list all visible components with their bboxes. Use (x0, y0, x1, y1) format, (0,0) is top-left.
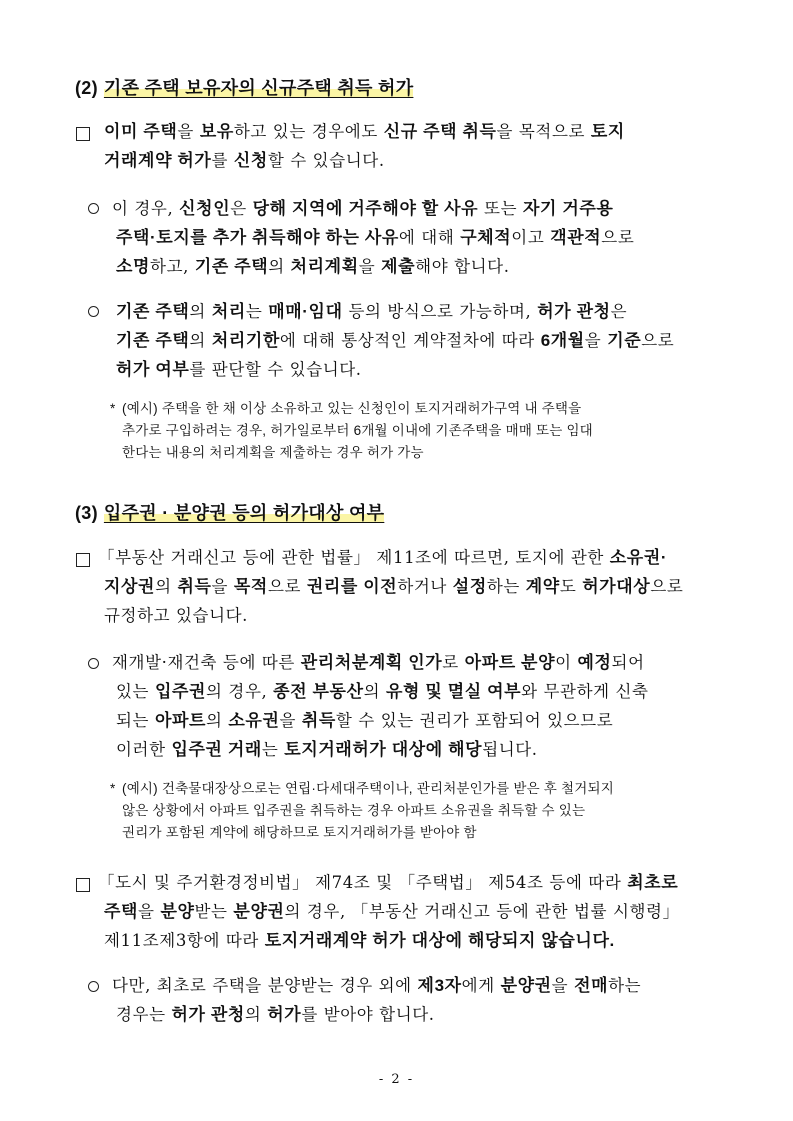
paragraph: 이미 주택을 보유하고 있는 경우에도 신규 주택 취득을 목적으로 토지 거래계약 허가를 신청할 수 있습니다. (104, 122, 625, 170)
section-2-heading (75, 74, 413, 100)
circle-bullet-icon (88, 658, 99, 669)
section-number: (2) (75, 78, 98, 98)
section-3-heading (75, 499, 384, 525)
paragraph: 다만, 최초로 주택을 분양받는 경우 외에 제3자에게 분양권을 전매하는 경우는 허가 관청의 허가를 받아야 합니다. (112, 976, 642, 1024)
square-bullet-icon (76, 127, 90, 141)
square-bullet-icon (76, 878, 90, 892)
circle-bullet-icon (88, 306, 99, 317)
section-number: (3) (75, 503, 98, 523)
footnote: * (예시) 주택을 한 채 이상 소유하고 있는 신청인이 토지거래허가구역 내 주택을 추가로 구입하려는 경우, 허가일로부터 6개월 이내에 기존주택을 매매 또는 임대 한다는 내용의 처리계획을 제출하는 경우 허가 가능 (110, 401, 593, 460)
paragraph: 기존 주택의 처리는 매매·임대 등의 방식으로 가능하며, 허가 관청은 기존 주택의 처리기한에 대해 통상적인 계약절차에 따라 6개월을 기준으로 허가 여부를 판단할 수 있습니다. (116, 302, 675, 379)
square-bullet-icon (76, 553, 90, 567)
paragraph: 「부동산 거래신고 등에 관한 법률」 제11조에 따르면, 토지에 관한 소유권· 지상권의 취득을 목적으로 권리를 이전하거나 설정하는 계약도 허가대상으로 규정하고 있습니다. (98, 548, 684, 625)
page-number: - 2 - (378, 1072, 415, 1087)
paragraph: 재개발·재건축 등에 따른 관리처분계획 인가로 아파트 분양이 예정되어 있는 입주권의 경우, 종전 부동산의 유형 및 멸실 여부와 무관하게 신축 되는 아파트의 소유권을 취득할 수 있는 권리가 포함되어 있으므로 이러한 입주권 거래는 토지거래허가 대상에 해당됩니다. (112, 653, 649, 759)
footnote: * (예시) 건축물대장상으로는 연립·다세대주택이나, 관리처분인가를 받은 후 철거되지 않은 상황에서 아파트 입주권을 취득하는 경우 아파트 소유권을 취득할 수 있는 권리가 포함된 계약에 해당하므로 토지거래허가를 받아야 함 (110, 781, 614, 840)
section-title: 입주권 · 분양권 등의 허가대상 여부 (103, 503, 385, 523)
section-title: 기존 주택 보유자의 신규주택 취득 허가 (103, 78, 414, 98)
circle-bullet-icon (88, 981, 99, 992)
paragraph: 「도시 및 주거환경정비법」 제74조 및 「주택법」 제54조 등에 따라 최초로 주택을 분양받는 분양권의 경우, 「부동산 거래신고 등에 관한 법률 시행령」 제11조제3항에 따라 토지거래계약 허가 대상에 해당되지 않습니다. (98, 873, 680, 950)
circle-bullet-icon (88, 203, 99, 214)
paragraph: 이 경우, 신청인은 당해 지역에 거주해야 할 사유 또는 자기 거주용 주택·토지를 추가 취득해야 하는 사유에 대해 구체적이고 객관적으로 소명하고, 기존 주택의 처리계획을 제출해야 합니다. (112, 199, 635, 276)
